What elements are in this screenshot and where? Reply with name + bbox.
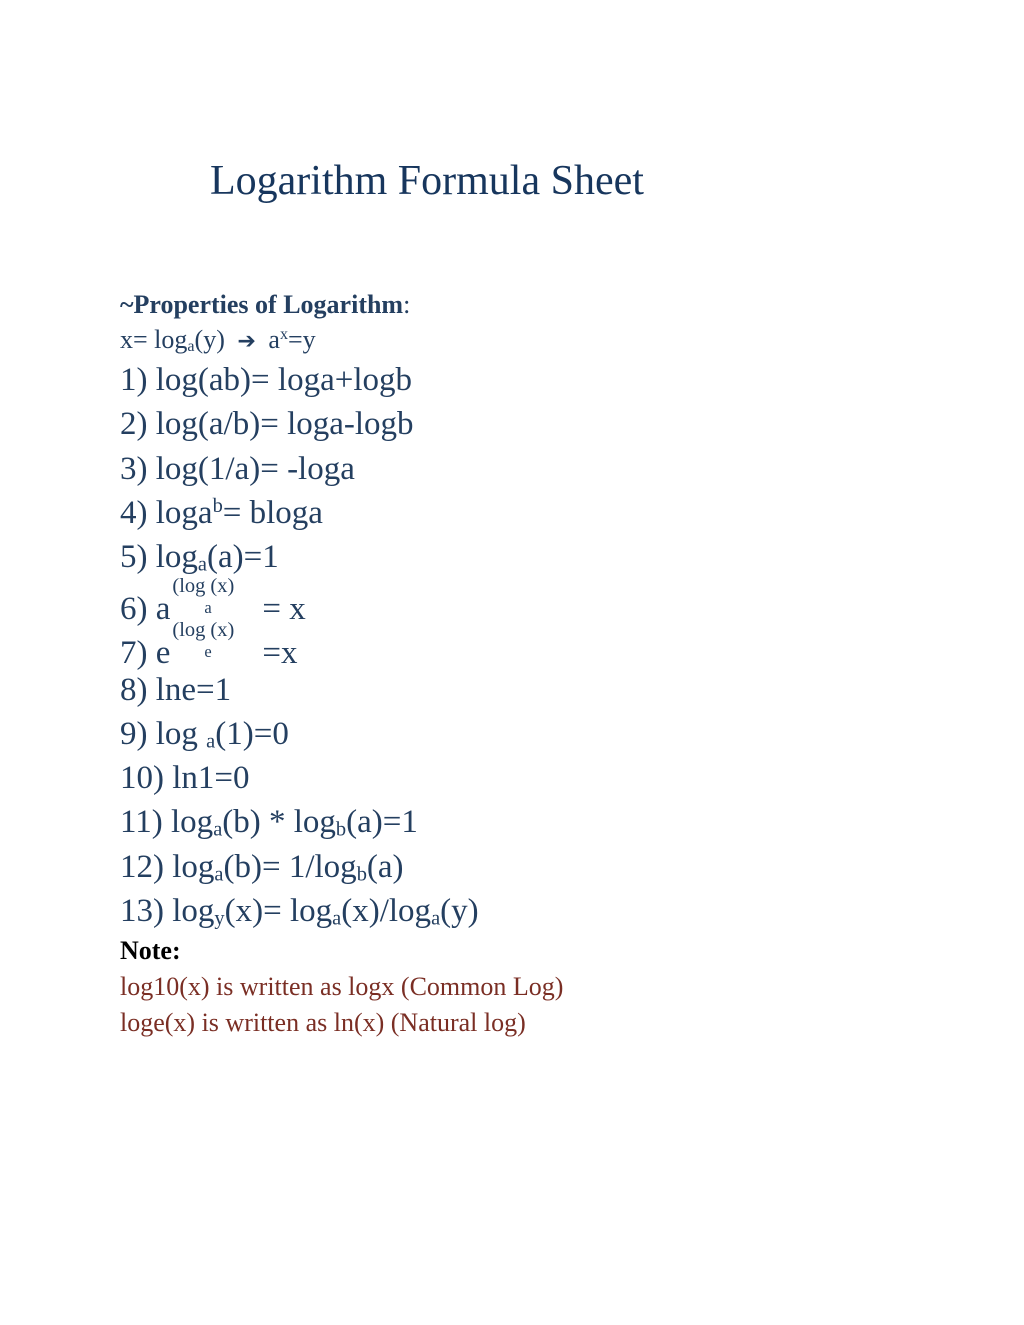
section-heading: ~Properties of Logarithm: bbox=[120, 290, 411, 319]
formula-9: 9) log a(1)=0 bbox=[120, 716, 289, 753]
formula-5: 5) loga(a)=1 bbox=[120, 539, 279, 576]
formula-4: 4) loga$^b$= bloga bbox=[120, 494, 323, 531]
formula-8: 8) lne=1 bbox=[120, 672, 232, 708]
formula-7: 7) e (log (x) e =x bbox=[120, 619, 298, 671]
formula-6: 6) a (log (x) a = x bbox=[120, 575, 306, 627]
definition-line: x= loga(y) ➔ $a^x=y$ bbox=[120, 325, 316, 355]
formula-10: 10) ln1=0 bbox=[120, 760, 250, 796]
note-line-natural-log: loge(x) is written as ln(x) (Natural log) bbox=[120, 1008, 526, 1037]
formula-2: 2) log(a/b)= loga-logb bbox=[120, 406, 414, 442]
note-heading: Note: bbox=[120, 936, 181, 965]
right-arrow-icon: ➔ bbox=[237, 328, 256, 354]
formula-12: 12) loga(b)= 1/logb(a) bbox=[120, 849, 404, 886]
formula-11: 11) loga(b) * logb(a)=1 bbox=[120, 804, 418, 841]
page-title: Logarithm Formula Sheet bbox=[210, 158, 644, 204]
formula-13: 13) logy(x)= loga(x)/loga(y) bbox=[120, 893, 479, 930]
formula-1: 1) log(ab)= loga+logb bbox=[120, 362, 412, 398]
formula-3: 3) log(1/a)= -loga bbox=[120, 451, 355, 487]
note-line-common-log: log10(x) is written as logx (Common Log) bbox=[120, 972, 564, 1001]
